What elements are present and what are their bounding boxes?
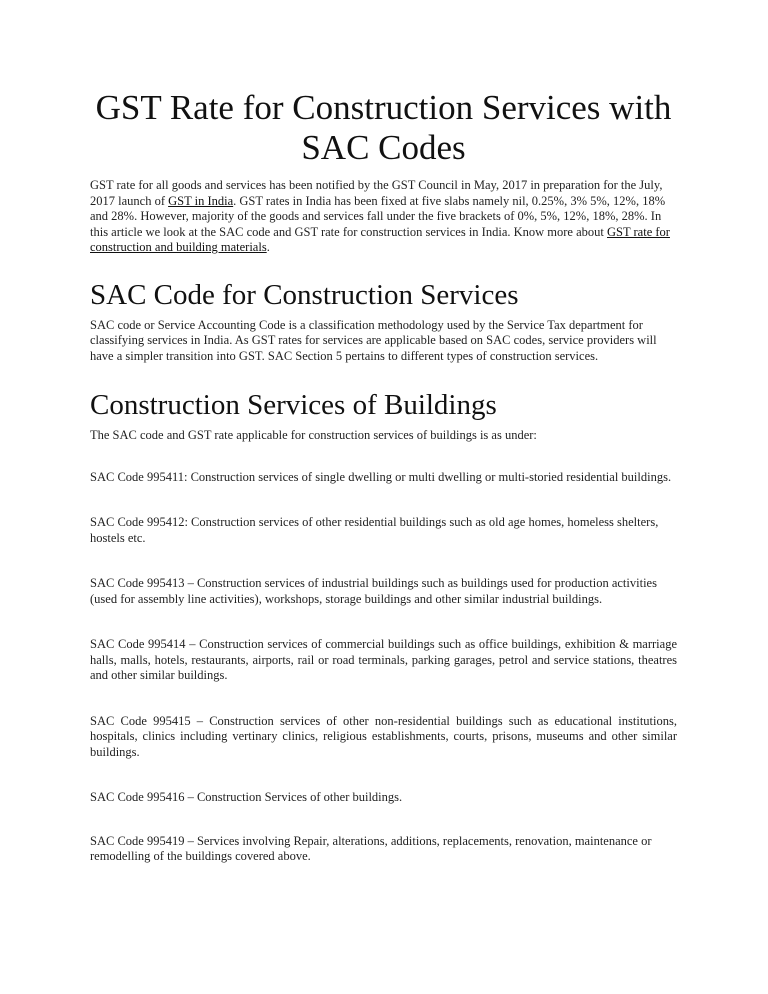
- page-title: GST Rate for Construction Services with SAC Codes: [95, 88, 672, 167]
- sac-item-995419: SAC Code 995419 – Services involving Repair, alterations, additions, replacements, renovation, maintenance or remodelling of the buildings covered above.: [90, 833, 652, 863]
- sac-item-995414: SAC Code 995414 – Construction services of commercial buildings such as office buildings, exhibition & marriage halls, malls, hotels, restaurants, airports, rail or road terminals, parking garages, petrol and service stations, theatres and other similar buildings.: [90, 637, 677, 682]
- sac-item-995415: SAC Code 995415 – Construction services of other non-residential buildings such as educational institutions, hospitals, clinics including vertinary clinics, religious establishments, courts, prisons, museums and other similar buildings.: [90, 713, 677, 759]
- buildings-heading: Construction Services of Buildings: [90, 389, 497, 421]
- document-page: [90, 88, 677, 895]
- intro-text-2: . GST rates in India has been fixed at five slabs namely nil, 0.25%, 3% 5%, 12%, 18% and 28%. However, majority of the goods and services fall under the five brackets of 0%, 5%, 12%, 18%, 28%. In this article we look at the SAC code and GST rate for construction services in India. Know more about: [90, 193, 666, 239]
- sac-code-heading: SAC Code for Construction Services: [90, 278, 519, 311]
- buildings-lead-paragraph: The SAC code and GST rate applicable for construction services of buildings is as under:: [90, 428, 537, 442]
- sac-item-995411: SAC Code 995411: Construction services of single dwelling or multi dwelling or multi-storied residential buildings.: [90, 469, 672, 484]
- gst-in-india-link[interactable]: GST in India: [168, 193, 234, 208]
- sac-item-995412: SAC Code 995412: Construction services of other residential buildings such as old age homes, homeless shelters, hostels etc.: [90, 515, 659, 545]
- sac-item-995413: SAC Code 995413 – Construction services of industrial buildings such as buildings used for production activities (used for assembly line activities), workshops, storage buildings and other similar industrial buildings.: [90, 576, 657, 606]
- intro-text-1: GST rate for all goods and services has been notified by the GST Council in May, 2017 in preparation for the July, 2017 launch of: [90, 178, 663, 208]
- intro-paragraph: [90, 178, 677, 256]
- intro-text-3: .: [266, 240, 270, 254]
- sac-code-paragraph: SAC code or Service Accounting Code is a classification methodology used by the Service Tax department for classifying services in India. As GST rates for services are applicable based on SAC codes, service providers will have a simpler transition into GST. SAC Section 5 pertains to different types of construction services.: [90, 317, 657, 363]
- gst-rate-materials-link[interactable]: GST rate for construction and building materials: [90, 224, 670, 254]
- sac-item-995416: SAC Code 995416 – Construction Services of other buildings.: [90, 790, 403, 804]
